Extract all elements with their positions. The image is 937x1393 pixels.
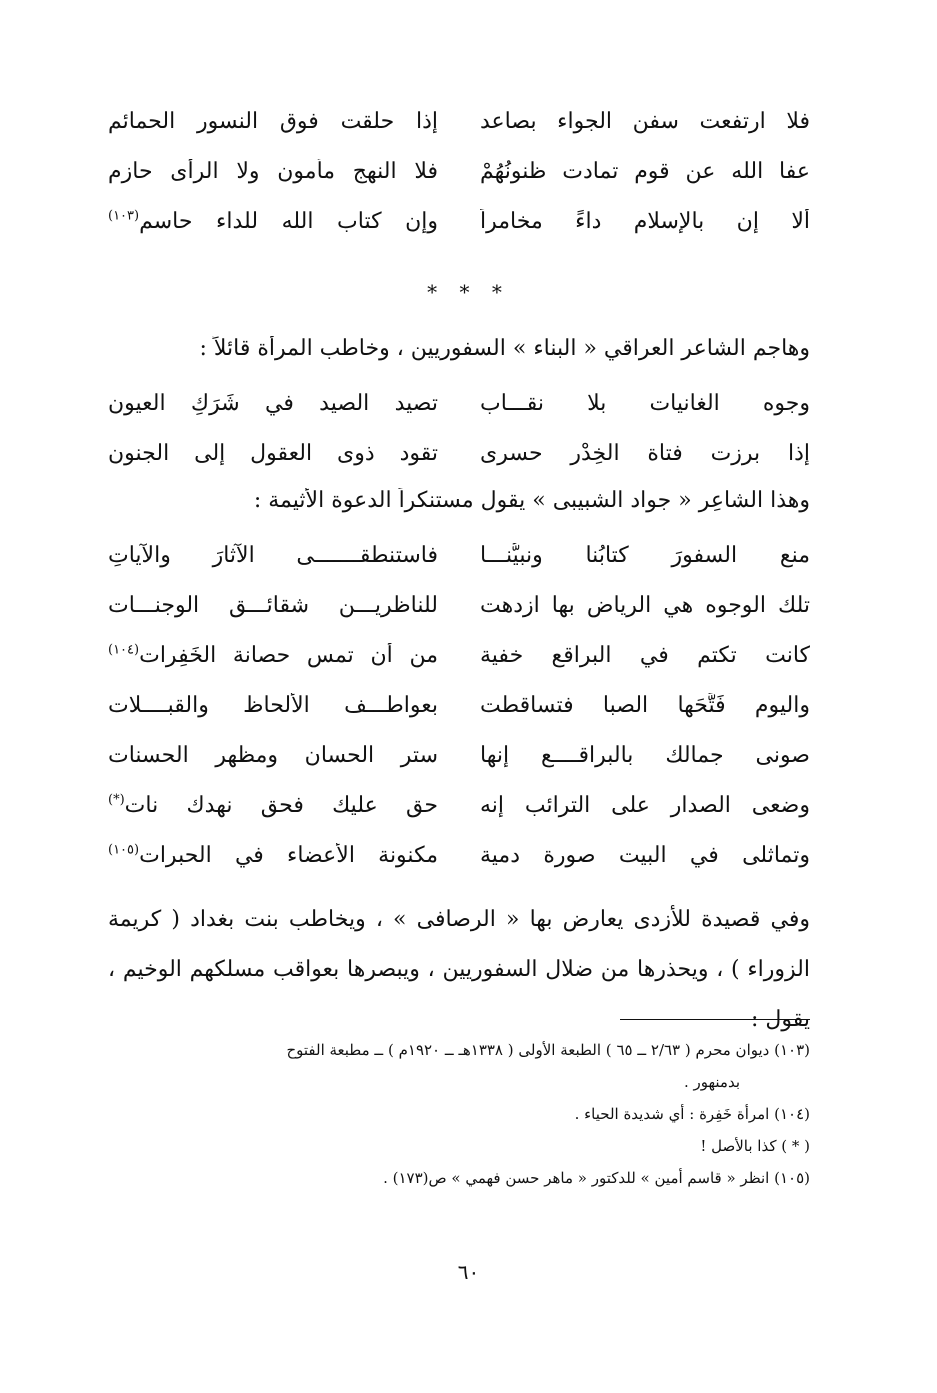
verse-second-hemistich (108, 843, 438, 868)
verse-second-hemistich: تقود ذوى العقول إلى الجنون (108, 440, 438, 466)
verse-second-text: من أن تمس حصانة الخَفِرات (139, 642, 438, 668)
footnote-104: (١٠٤) امرأة خَفِرة : أي شديدة الحياء . (574, 1105, 810, 1123)
section-separator: * * * (427, 280, 510, 304)
verse-first-hemistich: عفا الله عن قوم تمادت ظنونُهُمْ (480, 158, 810, 184)
verse-first-hemistich: واليوم فَتَّحَها الصبا فتساقطت (480, 692, 810, 718)
verse-second-hemistich (108, 159, 438, 184)
verse-first-hemistich: وجوه الغانيات بلا نقـــاب (480, 390, 810, 416)
verse-second-hemistich: تصيد الصيد في شَرَكِ العيون (108, 390, 438, 416)
verse-second-hemistich (108, 793, 438, 818)
verse-first-hemistich: منع السفورَ كتابُنا ونبيُّنـــا (480, 542, 810, 568)
footnote-103-continuation: بدمنهور . (683, 1073, 740, 1091)
verse-first-hemistich: فلا ارتفعت سفن الجواء بصاعد (480, 108, 810, 134)
verse-line (108, 530, 810, 580)
verse-second-hemistich: للناظريـــن شقائـــق الوجنـــات (108, 592, 438, 618)
intro-shabibi-poet: وهذا الشاعِر « جواد الشبيبى » يقول مستنكراً الدعوة الأثيمة : (253, 488, 810, 513)
verse-first-hemistich: ألا إن بالإسلام داءً مخامراً (480, 208, 810, 234)
verse-second-text: مكنونة الأعضاء في الحبرات (139, 842, 438, 868)
verse-line (108, 630, 810, 680)
verse-second-hemistich (108, 643, 438, 668)
verse-second-text: حق عليك فحق نهدك نات (124, 792, 438, 818)
footnotes (108, 1034, 810, 1194)
footnote-rule (620, 1019, 810, 1020)
verse-second-text: إذا حلقت فوق النسور الحمائم (108, 108, 438, 134)
footnote-ref: (١٠٤) (108, 642, 140, 658)
verse-first-hemistich: صونى جمالك بالبراقــــع إنها (480, 742, 810, 768)
footnote-ref: (*) (108, 792, 125, 808)
verse-line (108, 830, 810, 880)
verse-line (108, 146, 810, 196)
verse-first-hemistich: إذا برزت فتاة الخِدْرِ حسرى (480, 440, 810, 466)
verse-second-hemistich (108, 209, 438, 234)
verse-line (108, 730, 810, 780)
verse-first-hemistich: تلك الوجوه هي الرياض بها ازدهت (480, 592, 810, 618)
verse-line (108, 680, 810, 730)
verse-second-hemistich: فاستنطقـــــــى الآثارَ والآياتِ (108, 542, 438, 568)
verse-second-hemistich (108, 109, 438, 134)
verse-second-text: وإن كتاب الله للداء حاسم (139, 208, 438, 234)
verse-first-hemistich: كانت تكتم في البراقع خفية (480, 642, 810, 668)
verse-first-hemistich: وتماثلى في البيت صورة دمية (480, 842, 810, 868)
verse-line (108, 780, 810, 830)
verse-line (108, 96, 810, 146)
verse-line (108, 428, 810, 478)
footnote-ref: (١٠٥) (108, 842, 140, 858)
verse-second-hemistich: بعواطـــف الألحاظ والقبــــلات (108, 692, 438, 718)
poem-top (108, 96, 810, 246)
page-number: ٦٠ (457, 1260, 480, 1284)
verse-second-text: فلا النهج مأمون ولا الرأى حازم (108, 158, 438, 184)
verse-second-hemistich: ستر الحسان ومظهر الحسنات (108, 742, 438, 768)
intro-iraqi-poet: وهاجم الشاعر العراقي « البناء » السفوريين ، وخاطب المرأة قائلاً : (199, 336, 810, 361)
verse-line (108, 580, 810, 630)
verse-line (108, 196, 810, 246)
footnote-103: (١٠٣) ديوان محرم ( ٢/٦٣ ــ ٦٥ ) الطبعة الأولى ( ١٣٣٨هـ ــ ١٩٢٠م ) ــ مطبعة الفتوح (286, 1041, 810, 1059)
poem-shabibi (108, 530, 810, 880)
footnote-star: ( * ) كذا بالأصل ! (700, 1137, 810, 1155)
poem-iraqi (108, 378, 810, 478)
footnote-105: (١٠٥) انظر « قاسم أمين » للدكتور « ماهر حسن فهمي » ص(١٧٣) . (383, 1169, 810, 1187)
footnote-ref: (١٠٣) (108, 208, 140, 224)
paragraph-azdi: وفي قصيدة للأزدى يعارض بها « الرصافى » ، ويخاطب بنت بغداد ( كريمة الزوراء ) ، ويحذرها من ضلال السفوريين ، ويبصرها بعواقب مسلكهم الوخيم ، يقول : (108, 907, 810, 1032)
verse-line (108, 378, 810, 428)
verse-first-hemistich: وضعى الصدار على الترائب إنه (480, 792, 810, 818)
